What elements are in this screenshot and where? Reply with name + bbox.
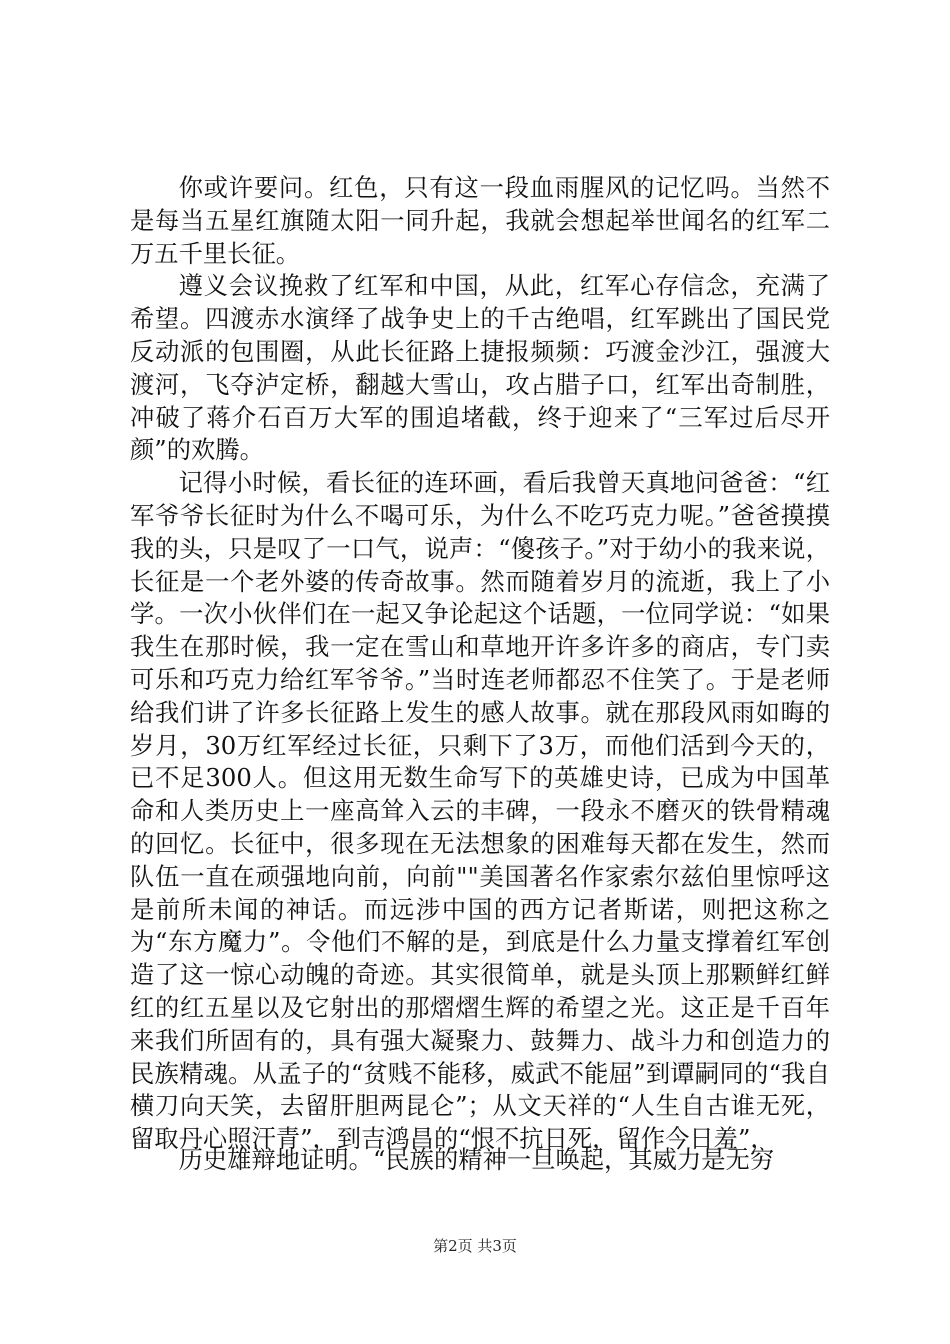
paragraph-2: 遵义会议挽救了红军和中国，从此，红军心存信念，充满了希望。四渡赤水演绎了战争史上的千古绝唱，红军跳出了国民党反动派的包围圈，从此长征路上捷报频频：巧渡金沙江，强渡大渡河，飞夺泸定桥，翻越大雪山，攻占腊子口，红军出奇制胜，冲破了蒋介石百万大军的围追堵截，终于迎来了“三军过后尽开颜”的欢腾。 (130, 271, 830, 465)
paragraph-4: 历史雄辩地证明。“民族的精神一旦唤起，其威力是无穷 (178, 1145, 775, 1174)
page-number-footer: 第2页 共3页 (433, 1237, 517, 1255)
document-body (130, 172, 830, 1156)
paragraph-1: 你或许要问。红色，只有这一段血雨腥风的记忆吗。当然不是每当五星红旗随太阳一同升起，我就会想起举世闻名的红军二万五千里长征。 (130, 173, 830, 268)
paragraph-3: 记得小时候，看长征的连环画，看后我曾天真地问爸爸：“红军爷爷长征时为什么不喝可乐，为什么不吃巧克力呢。”爸爸摸摸我的头，只是叹了一口气，说声：“傻孩子。”对于幼小的我来说，长征是一个老外婆的传奇故事。然而随着岁月的流逝，我上了小学。一次小伙伴们在一起又争论起这个话题，一位同学说：“如果我生在那时候，我一定在雪山和草地开许多许多的商店，专门卖可乐和巧克力给红军爷爷。”当时连老师都忍不住笑了。于是老师给我们讲了许多长征路上发生的感人故事。就在那段风雨如晦的岁月，30万红军经过长征，只剩下了3万，而他们活到今天的，已不足300人。但这用无数生命写下的英雄史诗，已成为中国革命和人类历史上一座高耸入云的丰碑，一段永不磨灭的铁骨精魂的回忆。长征中，很多现在无法想象的困难每天都在发生，然而队伍一直在顽强地向前，向前""美国著名作家索尔兹伯里惊呼这是前所未闻的神话。而远涉中国的西方记者斯诺，则把这称之为“东方魔力”。令他们不解的是，到底是什么力量支撑着红军创造了这一惊心动魄的奇迹。其实很简单，就是头顶上那颗鲜红鲜红的红五星以及它射出的那熠熠生辉的希望之光。这正是千百年来我们所固有的，具有强大凝聚力、鼓舞力、战斗力和创造力的民族精魂。从孟子的“贫贱不能移，威武不能屈”到谭嗣同的“我自横刀向天笑，去留肝胆两昆仑”；从文天祥的“人生自古谁无死，留取丹心照汗青”，到吉鸿昌的“恨不抗日死，留作今日羞”， (130, 468, 830, 1154)
